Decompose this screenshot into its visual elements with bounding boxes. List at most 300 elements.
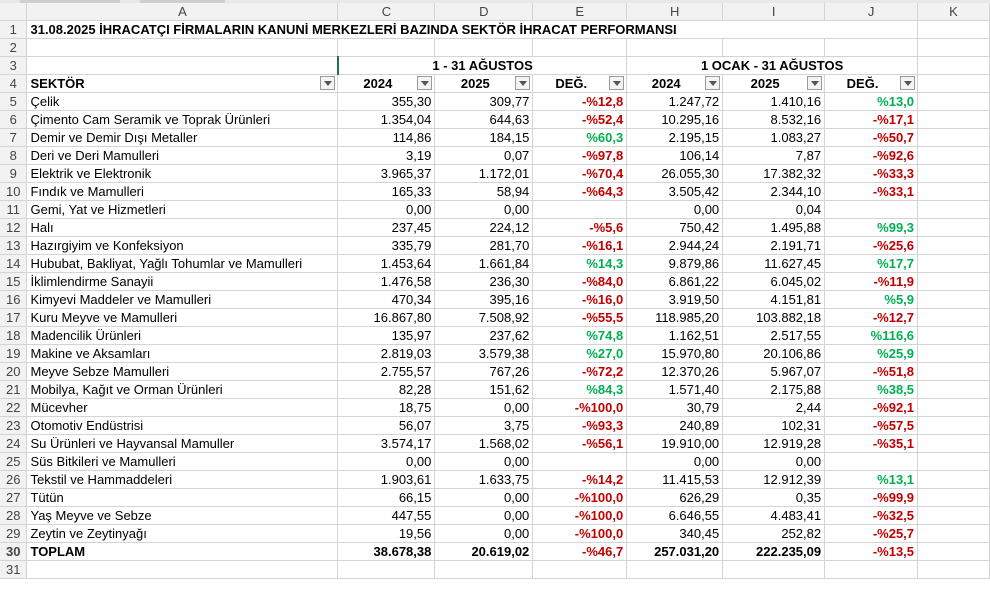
value-aug-2024[interactable]: 3,19 — [338, 147, 435, 165]
filter-dropdown-icon[interactable] — [417, 76, 432, 90]
cell[interactable] — [918, 363, 990, 381]
cell[interactable] — [918, 237, 990, 255]
value-ytd-2024[interactable]: 1.571,40 — [627, 381, 723, 399]
change-ytd[interactable]: -%57,5 — [825, 417, 918, 435]
row-header[interactable]: 6 — [0, 111, 27, 129]
filter-dropdown-icon[interactable] — [609, 76, 624, 90]
row-header[interactable]: 17 — [0, 309, 27, 327]
change-ytd[interactable]: -%13,5 — [825, 543, 918, 561]
sector-name[interactable]: Meyve Sebze Mamulleri — [27, 363, 338, 381]
value-ytd-2025[interactable]: 20.106,86 — [723, 345, 825, 363]
value-aug-2025[interactable]: 20.619,02 — [435, 543, 533, 561]
value-aug-2024[interactable]: 19,56 — [338, 525, 435, 543]
value-ytd-2024[interactable]: 15.970,80 — [627, 345, 723, 363]
column-header-j[interactable]: J — [825, 3, 918, 21]
table-row — [0, 93, 990, 111]
table-row — [0, 381, 990, 399]
change-aug[interactable]: -%64,3 — [533, 183, 627, 201]
value-ytd-2024[interactable]: 9.879,86 — [627, 255, 723, 273]
value-aug-2025[interactable]: 644,63 — [435, 111, 533, 129]
cell[interactable] — [435, 39, 533, 57]
sector-name[interactable]: Mücevher — [27, 399, 338, 417]
change-ytd[interactable]: -%35,1 — [825, 435, 918, 453]
cell[interactable] — [27, 39, 338, 57]
row-header[interactable]: 24 — [0, 435, 27, 453]
sector-name[interactable]: Hazırgiyim ve Konfeksiyon — [27, 237, 338, 255]
change-ytd[interactable]: -%32,5 — [825, 507, 918, 525]
cell[interactable] — [918, 507, 990, 525]
cell[interactable] — [918, 75, 990, 93]
table-row — [0, 165, 990, 183]
value-aug-2024[interactable]: 237,45 — [338, 219, 435, 237]
value-ytd-2024[interactable]: 12.370,26 — [627, 363, 723, 381]
sector-name[interactable]: Gemi, Yat ve Hizmetleri — [27, 201, 338, 219]
change-ytd[interactable]: -%12,7 — [825, 309, 918, 327]
value-aug-2024[interactable]: 56,07 — [338, 417, 435, 435]
header-label: 2025 — [750, 76, 780, 91]
value-aug-2025[interactable]: 0,00 — [435, 489, 533, 507]
value-ytd-2024[interactable]: 6.646,55 — [627, 507, 723, 525]
value-aug-2025[interactable]: 1.172,01 — [435, 165, 533, 183]
value-ytd-2025[interactable]: 103.882,18 — [723, 309, 825, 327]
value-ytd-2025[interactable]: 11.627,45 — [723, 255, 825, 273]
cell[interactable] — [918, 345, 990, 363]
value-aug-2025[interactable]: 151,62 — [435, 381, 533, 399]
change-aug[interactable]: -%16,1 — [533, 237, 627, 255]
value-aug-2024[interactable]: 3.965,37 — [338, 165, 435, 183]
value-aug-2025[interactable]: 1.661,84 — [435, 255, 533, 273]
cell[interactable] — [918, 309, 990, 327]
column-header-c[interactable]: C — [338, 3, 435, 21]
sector-name[interactable]: Çimento Cam Seramik ve Toprak Ürünleri — [27, 111, 338, 129]
change-ytd[interactable]: %17,7 — [825, 255, 918, 273]
value-aug-2024[interactable]: 1.453,64 — [338, 255, 435, 273]
column-header-k[interactable]: K — [918, 3, 990, 21]
value-ytd-2025[interactable]: 5.967,07 — [723, 363, 825, 381]
value-ytd-2024[interactable]: 11.415,53 — [627, 471, 723, 489]
cell[interactable] — [533, 561, 627, 579]
header-aug-2025[interactable] — [435, 75, 533, 93]
filter-dropdown-icon[interactable] — [515, 76, 530, 90]
change-aug[interactable]: -%93,3 — [533, 417, 627, 435]
sector-name[interactable]: Kuru Meyve ve Mamulleri — [27, 309, 338, 327]
value-aug-2025[interactable]: 3.579,38 — [435, 345, 533, 363]
value-ytd-2024[interactable]: 2.944,24 — [627, 237, 723, 255]
row-header[interactable]: 12 — [0, 219, 27, 237]
row-header[interactable]: 2 — [0, 39, 27, 57]
value-aug-2025[interactable]: 7.508,92 — [435, 309, 533, 327]
change-aug[interactable]: -%100,0 — [533, 507, 627, 525]
header-ytd-change[interactable] — [825, 75, 918, 93]
value-ytd-2025[interactable]: 2.344,10 — [723, 183, 825, 201]
sheet-title[interactable]: 31.08.2025 İHRACATÇI FİRMALARIN KANUNİ MERKEZLERİ BAZINDA SEKTÖR İHRACAT PERFORMANSI — [27, 21, 918, 39]
value-ytd-2025[interactable]: 222.235,09 — [723, 543, 825, 561]
cell[interactable] — [338, 39, 435, 57]
row-header[interactable]: 22 — [0, 399, 27, 417]
value-ytd-2024[interactable]: 118.985,20 — [627, 309, 723, 327]
value-ytd-2024[interactable]: 26.055,30 — [627, 165, 723, 183]
value-ytd-2025[interactable]: 4.483,41 — [723, 507, 825, 525]
cell[interactable] — [918, 399, 990, 417]
row-header[interactable]: 7 — [0, 129, 27, 147]
change-ytd[interactable]: %99,3 — [825, 219, 918, 237]
change-aug[interactable] — [533, 201, 627, 219]
cell[interactable] — [918, 255, 990, 273]
change-ytd[interactable] — [825, 201, 918, 219]
sector-name[interactable]: Fındık ve Mamulleri — [27, 183, 338, 201]
value-aug-2024[interactable]: 114,86 — [338, 129, 435, 147]
change-aug[interactable]: -%46,7 — [533, 543, 627, 561]
header-aug-2024[interactable] — [338, 75, 435, 93]
change-ytd[interactable]: -%11,9 — [825, 273, 918, 291]
row-header[interactable]: 23 — [0, 417, 27, 435]
value-ytd-2025[interactable]: 2.175,88 — [723, 381, 825, 399]
change-aug[interactable]: %74,8 — [533, 327, 627, 345]
sector-name[interactable]: Kimyevi Maddeler ve Mamulleri — [27, 291, 338, 309]
column-header-i[interactable]: I — [723, 3, 825, 21]
table-row — [0, 255, 990, 273]
value-aug-2024[interactable]: 1.354,04 — [338, 111, 435, 129]
cell[interactable] — [627, 561, 723, 579]
value-ytd-2024[interactable]: 3.919,50 — [627, 291, 723, 309]
value-aug-2024[interactable]: 18,75 — [338, 399, 435, 417]
sector-name[interactable]: Madencilik Ürünleri — [27, 327, 338, 345]
value-ytd-2024[interactable]: 340,45 — [627, 525, 723, 543]
sector-name[interactable]: Deri ve Deri Mamulleri — [27, 147, 338, 165]
change-aug[interactable]: -%12,8 — [533, 93, 627, 111]
column-header-d[interactable]: D — [435, 3, 533, 21]
row-header[interactable]: 8 — [0, 147, 27, 165]
change-ytd[interactable]: -%33,1 — [825, 183, 918, 201]
cell[interactable] — [918, 291, 990, 309]
value-aug-2025[interactable]: 237,62 — [435, 327, 533, 345]
value-aug-2024[interactable]: 335,79 — [338, 237, 435, 255]
cell[interactable] — [918, 273, 990, 291]
change-ytd[interactable]: -%92,1 — [825, 399, 918, 417]
value-ytd-2025[interactable]: 0,00 — [723, 453, 825, 471]
change-aug[interactable]: -%16,0 — [533, 291, 627, 309]
change-ytd[interactable]: -%25,7 — [825, 525, 918, 543]
change-aug[interactable]: %60,3 — [533, 129, 627, 147]
value-ytd-2024[interactable]: 240,89 — [627, 417, 723, 435]
value-ytd-2025[interactable]: 12.912,39 — [723, 471, 825, 489]
row-header[interactable]: 3 — [0, 57, 27, 75]
row-header[interactable]: 15 — [0, 273, 27, 291]
select-all-corner[interactable] — [0, 3, 27, 21]
header-ytd-2025[interactable] — [723, 75, 825, 93]
change-aug[interactable]: -%14,2 — [533, 471, 627, 489]
cell[interactable] — [918, 543, 990, 561]
value-ytd-2025[interactable]: 6.045,02 — [723, 273, 825, 291]
row-header[interactable]: 26 — [0, 471, 27, 489]
cell[interactable] — [918, 327, 990, 345]
value-aug-2024[interactable]: 2.819,03 — [338, 345, 435, 363]
row-header[interactable]: 29 — [0, 525, 27, 543]
cell[interactable] — [918, 147, 990, 165]
change-ytd[interactable]: -%50,7 — [825, 129, 918, 147]
value-aug-2024[interactable]: 1.903,61 — [338, 471, 435, 489]
value-ytd-2024[interactable]: 10.295,16 — [627, 111, 723, 129]
cell[interactable] — [918, 93, 990, 111]
row-header[interactable]: 19 — [0, 345, 27, 363]
row-header[interactable]: 4 — [0, 75, 27, 93]
value-aug-2024[interactable]: 0,00 — [338, 201, 435, 219]
cell[interactable] — [338, 561, 435, 579]
row-header[interactable]: 5 — [0, 93, 27, 111]
value-aug-2025[interactable]: 0,07 — [435, 147, 533, 165]
cell[interactable] — [918, 183, 990, 201]
column-header-h[interactable]: H — [627, 3, 723, 21]
cell[interactable] — [723, 39, 825, 57]
change-aug[interactable]: -%72,2 — [533, 363, 627, 381]
change-aug[interactable]: -%56,1 — [533, 435, 627, 453]
value-ytd-2024[interactable]: 30,79 — [627, 399, 723, 417]
value-ytd-2025[interactable]: 2.191,71 — [723, 237, 825, 255]
cell[interactable] — [918, 201, 990, 219]
total-label[interactable]: TOPLAM — [27, 543, 338, 561]
total-row — [0, 543, 990, 561]
value-aug-2024[interactable]: 355,30 — [338, 93, 435, 111]
value-ytd-2025[interactable]: 1.083,27 — [723, 129, 825, 147]
value-aug-2025[interactable]: 3,75 — [435, 417, 533, 435]
cell[interactable] — [918, 489, 990, 507]
change-ytd[interactable]: %38,5 — [825, 381, 918, 399]
table-row — [0, 525, 990, 543]
cell[interactable] — [918, 471, 990, 489]
cell[interactable] — [918, 39, 990, 57]
row-header[interactable]: 20 — [0, 363, 27, 381]
value-aug-2025[interactable]: 0,00 — [435, 507, 533, 525]
value-aug-2025[interactable]: 236,30 — [435, 273, 533, 291]
cell[interactable] — [435, 561, 533, 579]
filter-dropdown-icon[interactable] — [705, 76, 720, 90]
sector-name[interactable]: Zeytin ve Zeytinyağı — [27, 525, 338, 543]
sector-name[interactable]: Otomotiv Endüstrisi — [27, 417, 338, 435]
change-ytd[interactable]: %116,6 — [825, 327, 918, 345]
change-ytd[interactable] — [825, 453, 918, 471]
value-ytd-2025[interactable]: 8.532,16 — [723, 111, 825, 129]
change-ytd[interactable]: -%25,6 — [825, 237, 918, 255]
table-row — [0, 219, 990, 237]
value-aug-2024[interactable]: 66,15 — [338, 489, 435, 507]
value-aug-2024[interactable]: 82,28 — [338, 381, 435, 399]
value-ytd-2024[interactable]: 257.031,20 — [627, 543, 723, 561]
change-ytd[interactable]: %13,1 — [825, 471, 918, 489]
value-aug-2024[interactable]: 3.574,17 — [338, 435, 435, 453]
change-aug[interactable]: -%100,0 — [533, 525, 627, 543]
value-ytd-2024[interactable]: 2.195,15 — [627, 129, 723, 147]
change-aug[interactable]: -%100,0 — [533, 399, 627, 417]
change-aug[interactable] — [533, 453, 627, 471]
value-aug-2024[interactable]: 165,33 — [338, 183, 435, 201]
sector-name[interactable]: Mobilya, Kağıt ve Orman Ürünleri — [27, 381, 338, 399]
value-aug-2025[interactable]: 1.568,02 — [435, 435, 533, 453]
sector-name[interactable]: Çelik — [27, 93, 338, 111]
value-aug-2024[interactable]: 1.476,58 — [338, 273, 435, 291]
cell[interactable] — [723, 561, 825, 579]
change-ytd[interactable]: -%92,6 — [825, 147, 918, 165]
sector-name[interactable]: Makine ve Aksamları — [27, 345, 338, 363]
value-ytd-2024[interactable]: 1.162,51 — [627, 327, 723, 345]
value-aug-2025[interactable]: 224,12 — [435, 219, 533, 237]
period-header-ytd[interactable]: 1 OCAK - 31 AĞUSTOS — [627, 57, 918, 75]
change-aug[interactable]: -%70,4 — [533, 165, 627, 183]
header-label: SEKTÖR — [30, 76, 85, 91]
sector-name[interactable]: Tekstil ve Hammaddeleri — [27, 471, 338, 489]
value-ytd-2024[interactable]: 0,00 — [627, 453, 723, 471]
value-aug-2025[interactable]: 184,15 — [435, 129, 533, 147]
filter-dropdown-icon[interactable] — [320, 76, 335, 90]
change-ytd[interactable]: %25,9 — [825, 345, 918, 363]
header-label: 2024 — [363, 76, 393, 91]
cell[interactable] — [918, 165, 990, 183]
value-ytd-2025[interactable]: 252,82 — [723, 525, 825, 543]
header-sector[interactable] — [27, 75, 338, 93]
change-aug[interactable]: -%100,0 — [533, 489, 627, 507]
value-aug-2024[interactable]: 470,34 — [338, 291, 435, 309]
filter-dropdown-icon[interactable] — [900, 76, 915, 90]
value-aug-2025[interactable]: 1.633,75 — [435, 471, 533, 489]
value-aug-2024[interactable]: 38.678,38 — [338, 543, 435, 561]
row-header[interactable]: 30 — [0, 543, 27, 561]
sector-name[interactable]: Tütün — [27, 489, 338, 507]
cell[interactable] — [825, 561, 918, 579]
value-ytd-2025[interactable]: 102,31 — [723, 417, 825, 435]
value-ytd-2024[interactable]: 750,42 — [627, 219, 723, 237]
cell[interactable] — [918, 129, 990, 147]
row-header[interactable]: 27 — [0, 489, 27, 507]
cell[interactable] — [918, 525, 990, 543]
cell[interactable] — [918, 435, 990, 453]
change-aug[interactable]: %14,3 — [533, 255, 627, 273]
row-header[interactable]: 31 — [0, 561, 27, 579]
row-header[interactable]: 21 — [0, 381, 27, 399]
cell[interactable] — [27, 57, 338, 75]
change-aug[interactable]: %27,0 — [533, 345, 627, 363]
change-ytd[interactable]: %13,0 — [825, 93, 918, 111]
header-label: 2024 — [651, 76, 681, 91]
row-header[interactable]: 1 — [0, 21, 27, 39]
value-ytd-2025[interactable]: 4.151,81 — [723, 291, 825, 309]
value-ytd-2025[interactable]: 0,04 — [723, 201, 825, 219]
header-ytd-2024[interactable] — [627, 75, 723, 93]
cell[interactable] — [825, 39, 918, 57]
change-aug[interactable]: -%97,8 — [533, 147, 627, 165]
change-ytd[interactable]: -%17,1 — [825, 111, 918, 129]
value-ytd-2024[interactable]: 626,29 — [627, 489, 723, 507]
change-ytd[interactable]: -%99,9 — [825, 489, 918, 507]
value-aug-2025[interactable]: 0,00 — [435, 399, 533, 417]
value-aug-2024[interactable]: 16.867,80 — [338, 309, 435, 327]
sector-name[interactable]: İklimlendirme Sanayii — [27, 273, 338, 291]
filter-dropdown-icon[interactable] — [807, 76, 822, 90]
value-ytd-2025[interactable]: 2.517,55 — [723, 327, 825, 345]
cell[interactable] — [918, 21, 990, 39]
row-header[interactable]: 11 — [0, 201, 27, 219]
value-aug-2024[interactable]: 447,55 — [338, 507, 435, 525]
change-ytd[interactable]: -%33,3 — [825, 165, 918, 183]
cell[interactable] — [533, 39, 627, 57]
change-aug[interactable]: %84,3 — [533, 381, 627, 399]
cell[interactable] — [918, 111, 990, 129]
value-ytd-2025[interactable]: 1.410,16 — [723, 93, 825, 111]
row-header[interactable]: 9 — [0, 165, 27, 183]
change-aug[interactable]: -%5,6 — [533, 219, 627, 237]
row-header[interactable]: 10 — [0, 183, 27, 201]
value-ytd-2025[interactable]: 17.382,32 — [723, 165, 825, 183]
sector-name[interactable]: Hububat, Bakliyat, Yağlı Tohumlar ve Mamulleri — [27, 255, 338, 273]
value-ytd-2024[interactable]: 1.247,72 — [627, 93, 723, 111]
row-header[interactable]: 13 — [0, 237, 27, 255]
value-aug-2025[interactable]: 0,00 — [435, 453, 533, 471]
row-header[interactable]: 25 — [0, 453, 27, 471]
value-ytd-2024[interactable]: 6.861,22 — [627, 273, 723, 291]
sector-name[interactable]: Elektrik ve Elektronik — [27, 165, 338, 183]
value-aug-2025[interactable]: 767,26 — [435, 363, 533, 381]
value-aug-2025[interactable]: 281,70 — [435, 237, 533, 255]
value-aug-2024[interactable]: 0,00 — [338, 453, 435, 471]
value-ytd-2024[interactable]: 19.910,00 — [627, 435, 723, 453]
value-aug-2025[interactable]: 58,94 — [435, 183, 533, 201]
cell[interactable] — [918, 453, 990, 471]
change-ytd[interactable]: %5,9 — [825, 291, 918, 309]
value-aug-2024[interactable]: 2.755,57 — [338, 363, 435, 381]
value-ytd-2024[interactable]: 0,00 — [627, 201, 723, 219]
row-header[interactable]: 28 — [0, 507, 27, 525]
header-aug-change[interactable] — [533, 75, 627, 93]
value-ytd-2024[interactable]: 3.505,42 — [627, 183, 723, 201]
value-aug-2025[interactable]: 309,77 — [435, 93, 533, 111]
cell[interactable] — [918, 417, 990, 435]
value-ytd-2025[interactable]: 2,44 — [723, 399, 825, 417]
column-header-e[interactable]: E — [533, 3, 627, 21]
value-ytd-2025[interactable]: 7,87 — [723, 147, 825, 165]
row-header[interactable]: 16 — [0, 291, 27, 309]
value-ytd-2025[interactable]: 12.919,28 — [723, 435, 825, 453]
value-aug-2025[interactable]: 0,00 — [435, 525, 533, 543]
value-ytd-2024[interactable]: 106,14 — [627, 147, 723, 165]
table-row — [0, 471, 990, 489]
period-header-monthly[interactable]: 1 - 31 AĞUSTOS — [338, 57, 627, 75]
change-ytd[interactable]: -%51,8 — [825, 363, 918, 381]
cell[interactable] — [918, 561, 990, 579]
sector-name[interactable]: Su Ürünleri ve Hayvansal Mamuller — [27, 435, 338, 453]
value-aug-2025[interactable]: 395,16 — [435, 291, 533, 309]
sector-name[interactable]: Süs Bitkileri ve Mamulleri — [27, 453, 338, 471]
table-row — [0, 273, 990, 291]
value-ytd-2025[interactable]: 0,35 — [723, 489, 825, 507]
table-row — [0, 201, 990, 219]
change-aug[interactable]: -%52,4 — [533, 111, 627, 129]
value-aug-2024[interactable]: 135,97 — [338, 327, 435, 345]
cell[interactable] — [918, 381, 990, 399]
cell[interactable] — [918, 219, 990, 237]
row-header[interactable]: 14 — [0, 255, 27, 273]
row-header[interactable]: 18 — [0, 327, 27, 345]
sector-name[interactable]: Demir ve Demir Dışı Metaller — [27, 129, 338, 147]
sector-name[interactable]: Halı — [27, 219, 338, 237]
cell[interactable] — [627, 39, 723, 57]
value-aug-2025[interactable]: 0,00 — [435, 201, 533, 219]
column-header-a[interactable]: A — [27, 3, 338, 21]
change-aug[interactable]: -%55,5 — [533, 309, 627, 327]
change-aug[interactable]: -%84,0 — [533, 273, 627, 291]
table-row — [0, 489, 990, 507]
cell[interactable] — [27, 561, 338, 579]
sector-name[interactable]: Yaş Meyve ve Sebze — [27, 507, 338, 525]
cell[interactable] — [918, 57, 990, 75]
value-ytd-2025[interactable]: 1.495,88 — [723, 219, 825, 237]
